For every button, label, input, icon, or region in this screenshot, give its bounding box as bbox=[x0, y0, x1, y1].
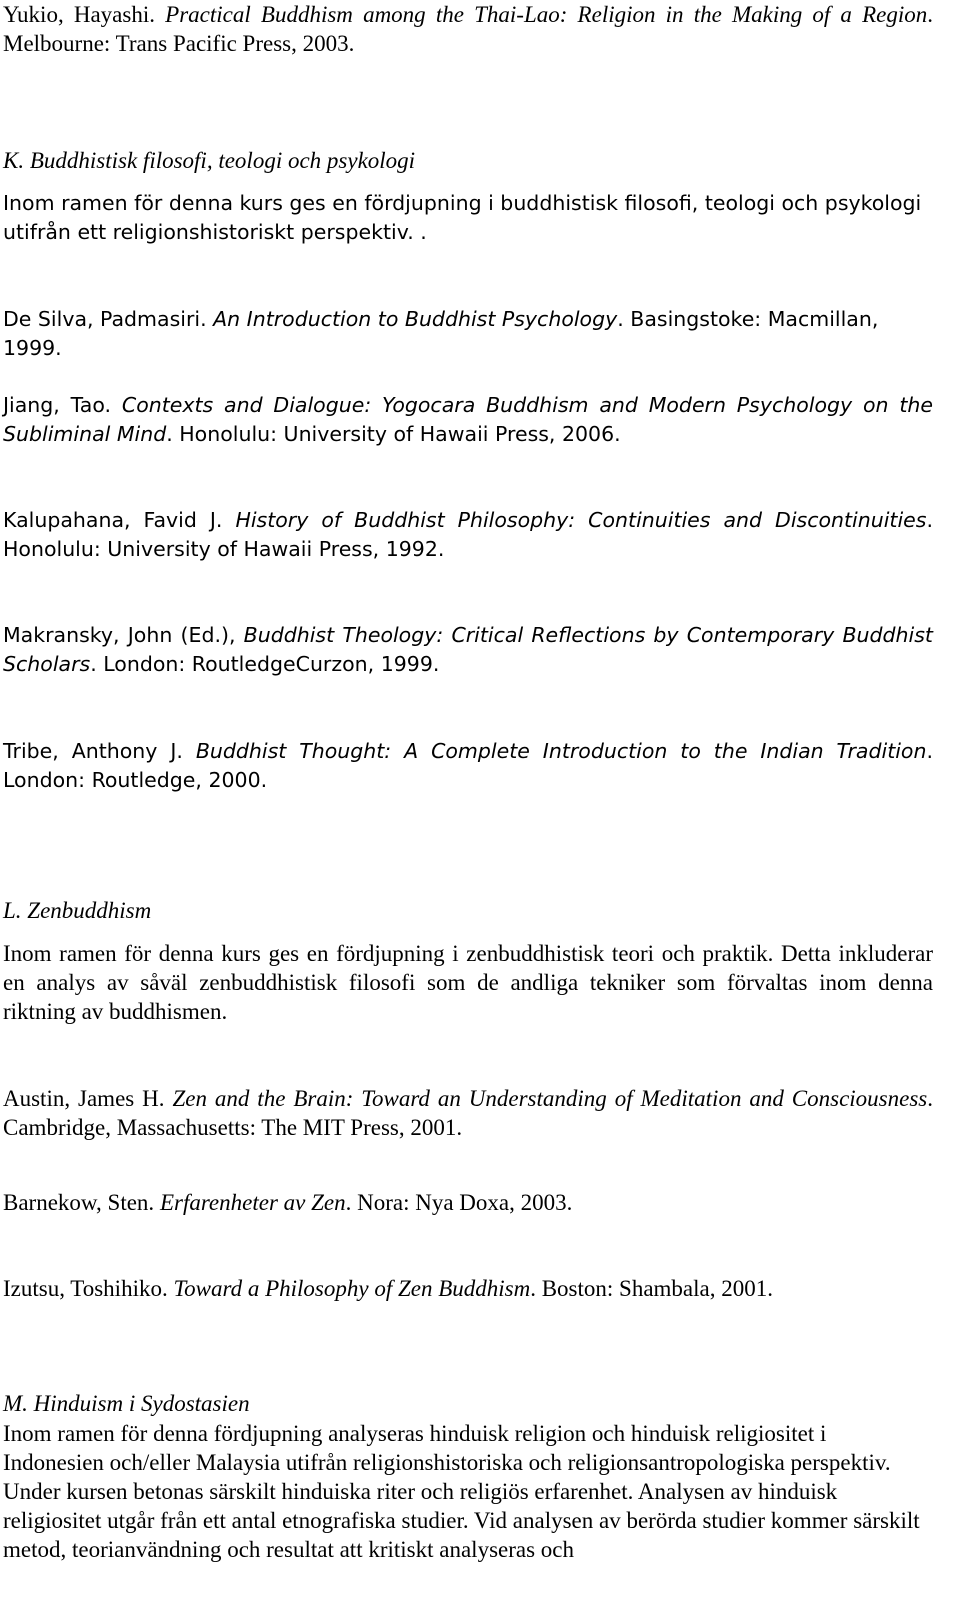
entry-title: Practical Buddhism among the Thai-Lao: Religion in the Making of a Region bbox=[165, 2, 928, 27]
section-letter: L. bbox=[3, 898, 22, 923]
entry-publication: . Boston: Shambala, 2001. bbox=[530, 1276, 773, 1301]
entry-publication: . Nora: Nya Doxa, 2003. bbox=[345, 1190, 573, 1215]
entry-title: Contexts and Dialogue: Yogocara Buddhism and Modern Psychology on the Subliminal Mind bbox=[3, 393, 933, 446]
bibliography-entry bbox=[3, 305, 933, 363]
entry-publication: . London: RoutledgeCurzon, 1999. bbox=[90, 652, 440, 676]
section-letter: K. bbox=[3, 148, 25, 173]
entry-title: Toward a Philosophy of Zen Buddhism bbox=[173, 1276, 531, 1301]
entry-author: Austin, James H. bbox=[3, 1086, 165, 1111]
entry-author: Barnekow, Sten. bbox=[3, 1190, 155, 1215]
entry-publication: . Cambridge, Massachusetts: The MIT Press, 2001. bbox=[3, 1086, 933, 1140]
bibliography-entry bbox=[3, 391, 933, 449]
section-description-k: Inom ramen för denna kurs ges en fördjupning i buddhistisk filosofi, teologi och psykologi utifrån ett religionshistoriskt perspektiv. . bbox=[3, 191, 922, 244]
entry-author: Makransky, John (Ed.), bbox=[3, 623, 236, 647]
entry-title: History of Buddhist Philosophy: Continuities and Discontinuities bbox=[235, 508, 927, 532]
entry-publication: . London: Routledge, 2000. bbox=[3, 739, 933, 792]
entry-publication: . Honolulu: University of Hawaii Press, 2006. bbox=[166, 422, 621, 446]
entry-author: Kalupahana, Favid J. bbox=[3, 508, 223, 532]
section-description-l: Inom ramen för denna kurs ges en fördjupning i zenbuddhistisk teori och praktik. Detta inkluderar en analys av såväl zenbuddhistisk filosofi som de andliga tekniker som förvaltas inom denna riktning av buddhismen. bbox=[3, 941, 933, 1024]
section-heading-k bbox=[3, 146, 933, 175]
bibliography-entry bbox=[3, 737, 933, 795]
bibliography-entry bbox=[3, 1274, 933, 1303]
entry-publication: . Honolulu: University of Hawaii Press, 1992. bbox=[3, 508, 933, 561]
section-heading-m bbox=[3, 1389, 933, 1418]
section-description-m: Inom ramen för denna fördjupning analyseras hinduisk religion och hinduisk religiositet i Indonesien och/eller Malaysia utifrån religionshistoriska och religionsantropologiska perspektiv. Under kursen betonas särskilt hinduiska riter och religiös erfarenhet. Analysen av hinduisk religiositet utgår från ett antal etnografiska studier. Vid analysen av berörda studier kommer särskilt metod, teorianvändning och resultat att kritiskt analyseras och bbox=[3, 1421, 920, 1562]
entry-publication: . Basingstoke: Macmillan, 1999. bbox=[3, 307, 879, 360]
section-title: Buddhistisk filosofi, teologi och psykologi bbox=[29, 148, 416, 173]
section-heading-l bbox=[3, 896, 933, 925]
bibliography-entry bbox=[3, 506, 933, 564]
entry-title: Erfarenheter av Zen bbox=[159, 1190, 346, 1215]
section-title: Zenbuddhism bbox=[27, 898, 152, 923]
entry-author: De Silva, Padmasiri. bbox=[3, 307, 207, 331]
entry-title: Buddhist Theology: Critical Reflections by Contemporary Buddhist Scholars bbox=[3, 623, 933, 676]
entry-title: Zen and the Brain: Toward an Understanding of Meditation and Consciousness bbox=[172, 1086, 928, 1111]
bibliography-entry bbox=[3, 1084, 933, 1142]
entry-author: Izutsu, Toshihiko. bbox=[3, 1276, 168, 1301]
bibliography-entry bbox=[3, 621, 933, 679]
entry-author: Yukio, Hayashi. bbox=[3, 2, 155, 27]
section-letter: M. bbox=[3, 1391, 28, 1416]
entry-title: An Introduction to Buddhist Psychology bbox=[213, 307, 618, 331]
entry-author: Jiang, Tao. bbox=[3, 393, 112, 417]
bibliography-entry bbox=[3, 1188, 933, 1217]
entry-title: Buddhist Thought: A Complete Introduction to the Indian Tradition bbox=[195, 739, 927, 763]
entry-author: Tribe, Anthony J. bbox=[3, 739, 183, 763]
entry-publication: . Melbourne: Trans Pacific Press, 2003. bbox=[3, 2, 933, 56]
section-title: Hinduism i Sydostasien bbox=[33, 1391, 250, 1416]
bibliography-entry bbox=[3, 0, 933, 58]
